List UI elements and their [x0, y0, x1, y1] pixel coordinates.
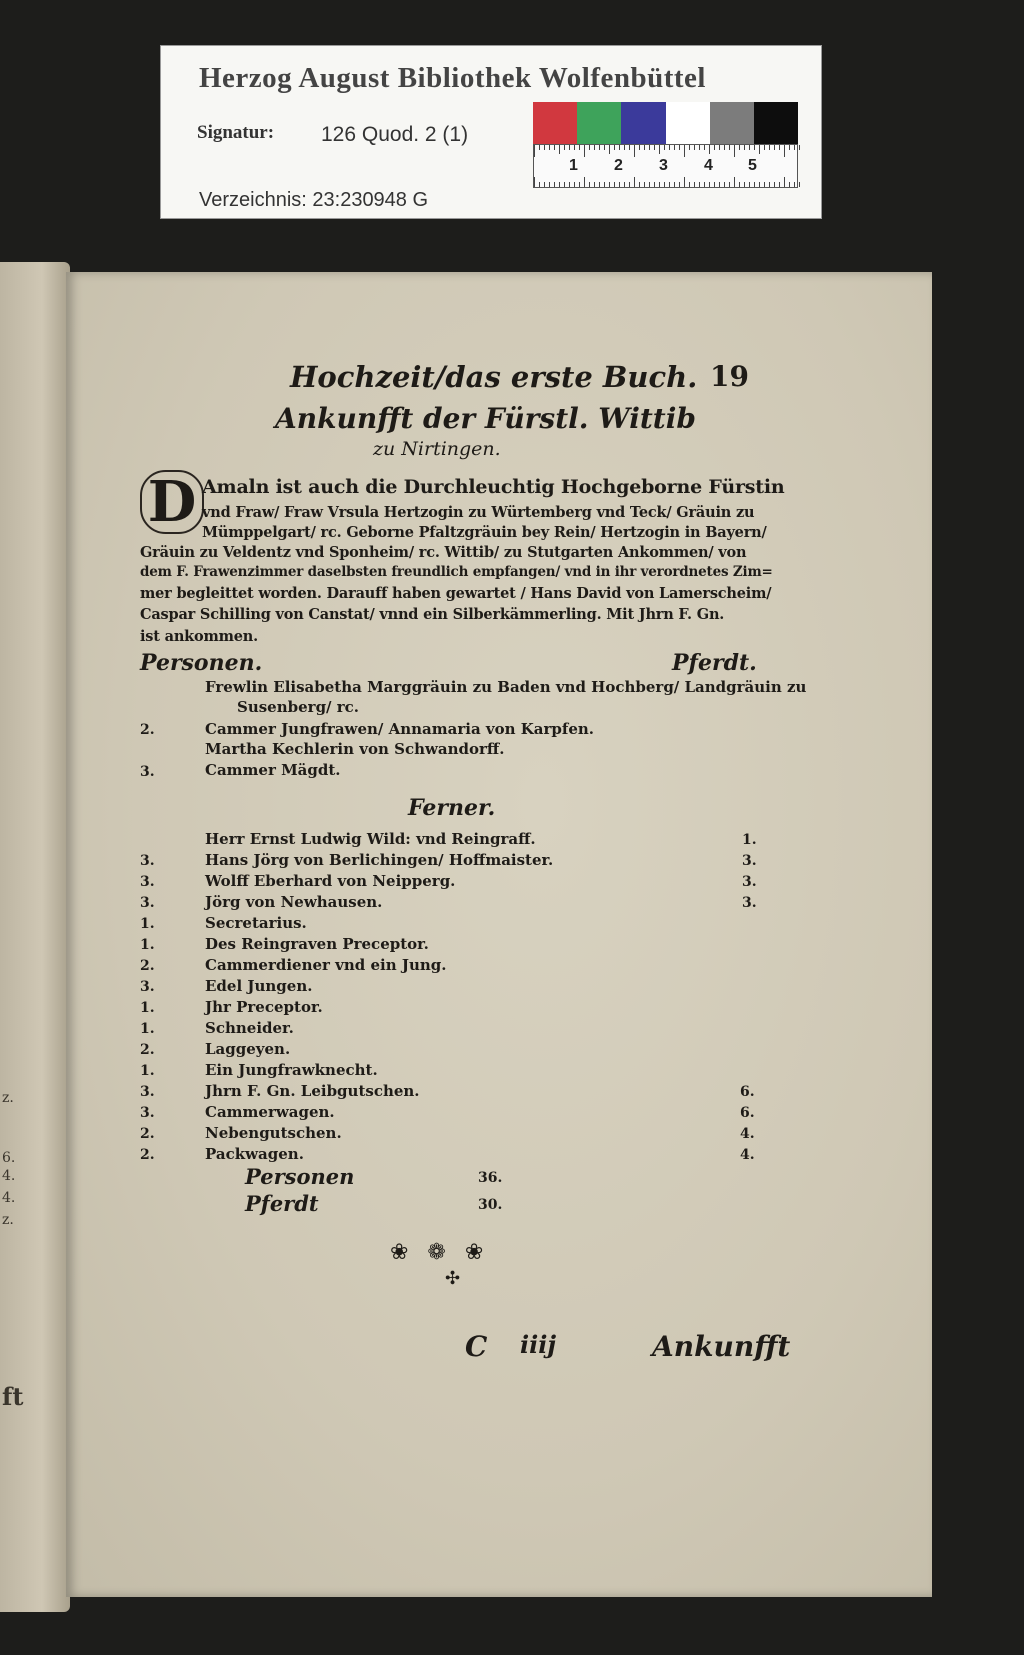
- list-item: Laggeyen.: [205, 1040, 291, 1058]
- ruler-tick: [724, 182, 725, 187]
- ruler-tick: [684, 177, 685, 187]
- count: 1.: [140, 1021, 155, 1037]
- color-swatch-red: [533, 102, 577, 144]
- ruler-tick: [569, 182, 570, 187]
- list-item: Packwagen.: [205, 1145, 304, 1163]
- horse-count: 3.: [742, 853, 757, 869]
- horse-count: 4.: [740, 1126, 755, 1142]
- ruler-tick: [774, 182, 775, 187]
- ruler-tick: [589, 145, 590, 150]
- ruler-tick: [644, 145, 645, 150]
- list-item: Jhr Preceptor.: [205, 998, 323, 1016]
- ferner-header: Ferner.: [408, 795, 496, 821]
- ruler-tick: [734, 177, 735, 187]
- total-pferdt-label: Pferdt: [245, 1191, 319, 1216]
- ruler-tick: [769, 182, 770, 187]
- ruler-tick: [549, 182, 550, 187]
- ruler-tick: [729, 145, 730, 150]
- ruler-tick: [749, 182, 750, 187]
- count: 2.: [140, 1147, 155, 1163]
- ornament: ❀ ❁ ❀: [390, 1240, 490, 1265]
- ruler-tick: [544, 182, 545, 187]
- ruler-tick: [564, 182, 565, 187]
- ruler-tick: [674, 182, 675, 187]
- ruler-tick: [719, 182, 720, 187]
- ruler-tick: [739, 182, 740, 187]
- count: 1.: [140, 1063, 155, 1079]
- list-item: Cammerwagen.: [205, 1103, 335, 1121]
- color-swatch-white: [666, 102, 710, 144]
- list-item: Nebengutschen.: [205, 1124, 342, 1142]
- folio-number: 19: [710, 360, 749, 393]
- ruler-tick: [714, 145, 715, 150]
- ruler-tick: [564, 145, 565, 150]
- ruler-tick: [714, 182, 715, 187]
- ruler-tick: [544, 145, 545, 150]
- signature-mark: C: [465, 1330, 488, 1363]
- ruler-tick: [664, 145, 665, 150]
- list-item: Secretarius.: [205, 914, 307, 932]
- ruler-tick: [639, 145, 640, 150]
- paragraph-line: Amaln ist auch die Durchleuchtig Hochgeborne Fürstin: [202, 476, 785, 498]
- section-title: Ankunfft der Fürstl. Wittib: [275, 402, 696, 435]
- ruler-tick: [759, 182, 760, 187]
- ruler-tick: [604, 145, 605, 150]
- left-page-fragment: z.: [2, 1212, 14, 1228]
- list-item: Cammerdiener vnd ein Jung.: [205, 956, 447, 974]
- count: 3.: [140, 853, 155, 869]
- ruler-tick: [659, 182, 660, 187]
- ruler-tick: [574, 182, 575, 187]
- ruler-tick: [679, 182, 680, 187]
- ruler-tick: [699, 182, 700, 187]
- ruler-tick: [584, 145, 585, 157]
- horse-count: 3.: [742, 874, 757, 890]
- ruler-tick: [569, 145, 570, 150]
- ruler-number: 5: [748, 157, 757, 174]
- ruler-tick: [709, 145, 710, 154]
- ruler-tick: [634, 145, 635, 157]
- library-label-card: [160, 45, 822, 219]
- ruler-tick: [704, 182, 705, 187]
- ruler-tick: [799, 145, 800, 150]
- count: 1.: [140, 916, 155, 932]
- left-page-fragment: 4.: [2, 1190, 16, 1206]
- color-swatch-blue: [621, 102, 665, 144]
- ruler-tick: [754, 182, 755, 187]
- list-item: Jörg von Newhausen.: [205, 893, 383, 911]
- ruler-tick: [614, 145, 615, 150]
- ruler-number: 3: [659, 157, 668, 174]
- ruler-tick: [669, 182, 670, 187]
- ruler-number: 2: [614, 157, 623, 174]
- ruler-tick: [624, 182, 625, 187]
- horse-count: 1.: [742, 832, 757, 848]
- paragraph-line: Caspar Schilling von Canstat/ vnnd ein Silberkämmerling. Mit Jhrn F. Gn.: [140, 606, 725, 623]
- horse-count: 4.: [740, 1147, 755, 1163]
- horse-count: 6.: [740, 1105, 755, 1121]
- ruler-tick: [689, 182, 690, 187]
- horse-count: 6.: [740, 1084, 755, 1100]
- ruler-tick: [539, 182, 540, 187]
- ruler-tick: [704, 145, 705, 150]
- ruler-tick: [789, 182, 790, 187]
- ruler-tick: [679, 145, 680, 150]
- ruler-tick: [649, 145, 650, 150]
- count: 3.: [140, 895, 155, 911]
- ruler-tick: [694, 145, 695, 150]
- ruler-tick: [549, 145, 550, 150]
- ruler-tick: [764, 182, 765, 187]
- ruler-tick: [609, 182, 610, 187]
- running-head: Hochzeit/das erste Buch.: [290, 360, 698, 394]
- ruler-tick: [594, 145, 595, 150]
- ruler-tick: [774, 145, 775, 150]
- list-item: Wolff Eberhard von Neipperg.: [205, 872, 456, 890]
- count: 3.: [140, 1105, 155, 1121]
- ruler-tick: [769, 145, 770, 150]
- ruler-tick: [639, 182, 640, 187]
- paragraph-line: Mümppelgart/ rc. Geborne Pfaltzgräuin bey Rein/ Hertzogin in Bayern/: [202, 524, 767, 541]
- total-personen-label: Personen: [245, 1164, 355, 1189]
- decorated-initial: D: [140, 470, 204, 534]
- paragraph-line: ist ankommen.: [140, 628, 258, 645]
- list-item: Schneider.: [205, 1019, 294, 1037]
- adjacent-page: [0, 262, 70, 1612]
- signatur-label: Signatur:: [197, 122, 275, 143]
- color-swatch-black: [754, 102, 798, 144]
- paragraph-line: vnd Fraw/ Fraw Vrsula Hertzogin zu Würtemberg vnd Teck/ Gräuin zu: [202, 504, 755, 521]
- ruler-tick: [784, 177, 785, 187]
- ruler-tick: [759, 145, 760, 154]
- ruler-tick: [599, 182, 600, 187]
- left-page-fragment: ft: [2, 1382, 24, 1411]
- count: 3.: [140, 874, 155, 890]
- ruler-tick: [794, 182, 795, 187]
- horse-count: 3.: [742, 895, 757, 911]
- ruler-tick: [644, 182, 645, 187]
- ruler-tick: [784, 145, 785, 157]
- signatur-value: 126 Quod. 2 (1): [321, 123, 469, 146]
- list-item: Cammer Jungfrawen/ Annamaria von Karpfen.: [205, 720, 595, 738]
- ruler-tick: [734, 145, 735, 157]
- ruler-tick: [654, 145, 655, 150]
- total-personen-value: 36.: [478, 1170, 503, 1186]
- ruler-tick: [594, 182, 595, 187]
- ruler-tick: [739, 145, 740, 150]
- ruler-tick: [654, 182, 655, 187]
- ruler-tick: [539, 145, 540, 150]
- ruler-tick: [534, 145, 535, 157]
- ruler-tick: [624, 145, 625, 150]
- count: 3.: [140, 1084, 155, 1100]
- count: 1.: [140, 937, 155, 953]
- ruler-tick: [634, 177, 635, 187]
- ruler-tick: [694, 182, 695, 187]
- list-item: Edel Jungen.: [205, 977, 313, 995]
- list-item: Cammer Mägdt.: [205, 761, 341, 779]
- list-item: Herr Ernst Ludwig Wild: vnd Reingraff.: [205, 830, 536, 848]
- ruler-tick: [744, 182, 745, 187]
- personen-header: Personen.: [140, 650, 263, 676]
- ruler-tick: [744, 145, 745, 150]
- ruler-tick: [554, 182, 555, 187]
- ruler-tick: [719, 145, 720, 150]
- ruler-tick: [674, 145, 675, 150]
- left-page-fragment: 6.: [2, 1150, 16, 1166]
- ornament: ✣: [445, 1268, 461, 1289]
- ruler-tick: [764, 145, 765, 150]
- list-item: Frewlin Elisabetha Marggräuin zu Baden vnd Hochberg/ Landgräuin zu: [205, 678, 807, 696]
- ruler-tick: [689, 145, 690, 150]
- list-item: Jhrn F. Gn. Leibgutschen.: [205, 1082, 420, 1100]
- ruler-tick: [629, 145, 630, 150]
- count: 3.: [140, 979, 155, 995]
- ruler-tick: [619, 145, 620, 150]
- verzeichnis: Verzeichnis: 23:230948 G: [199, 189, 429, 211]
- list-item: Des Reingraven Preceptor.: [205, 935, 429, 953]
- library-name: Herzog August Bibliothek Wolfenbüttel: [199, 62, 706, 94]
- list-item: Hans Jörg von Berlichingen/ Hoffmaister.: [205, 851, 554, 869]
- count: 2.: [140, 958, 155, 974]
- catchword: Ankunfft: [652, 1330, 791, 1363]
- count: 1.: [140, 1000, 155, 1016]
- ruler-tick: [579, 145, 580, 150]
- ruler-tick: [559, 182, 560, 187]
- count: 2.: [140, 1042, 155, 1058]
- ruler-tick: [754, 145, 755, 150]
- ruler-tick: [574, 145, 575, 150]
- ruler-tick: [609, 145, 610, 154]
- ruler-tick: [709, 182, 710, 187]
- ruler-tick: [669, 145, 670, 150]
- list-item: Ein Jungfrawknecht.: [205, 1061, 378, 1079]
- ruler-tick: [649, 182, 650, 187]
- ruler-tick: [599, 145, 600, 150]
- left-page-fragment: z.: [2, 1090, 14, 1106]
- ruler-tick: [559, 145, 560, 154]
- ruler-tick: [579, 182, 580, 187]
- measurement-ruler: [533, 144, 798, 188]
- left-page-fragment: 4.: [2, 1168, 16, 1184]
- ruler-tick: [724, 145, 725, 150]
- ruler-tick: [554, 145, 555, 150]
- ruler-tick: [629, 182, 630, 187]
- ruler-tick: [799, 182, 800, 187]
- ruler-tick: [584, 177, 585, 187]
- count: 2.: [140, 722, 155, 738]
- ruler-tick: [749, 145, 750, 150]
- paragraph-line: Gräuin zu Veldentz vnd Sponheim/ rc. Wittib/ zu Stutgarten Ankommen/ von: [140, 544, 747, 561]
- ruler-tick: [729, 182, 730, 187]
- ruler-tick: [604, 182, 605, 187]
- ruler-tick: [684, 145, 685, 157]
- color-swatch-green: [577, 102, 621, 144]
- ruler-tick: [779, 182, 780, 187]
- ruler-number: 4: [704, 157, 713, 174]
- color-swatch-gray: [710, 102, 754, 144]
- ruler-tick: [664, 182, 665, 187]
- count: 3.: [140, 764, 155, 780]
- list-item: Martha Kechlerin von Schwandorff.: [205, 740, 505, 758]
- pferdt-header: Pferdt.: [672, 650, 757, 676]
- total-pferdt-value: 30.: [478, 1197, 503, 1213]
- paragraph-line: dem F. Frawenzimmer daselbsten freundlich empfangen/ vnd in ihr verordnetes Zim=: [140, 564, 773, 580]
- ruler-tick: [779, 145, 780, 150]
- count: 2.: [140, 1126, 155, 1142]
- paragraph-line: mer begleittet worden. Darauff haben gewartet / Hans David von Lamerscheim/: [140, 585, 772, 602]
- color-calibration-scale: [533, 102, 798, 144]
- ruler-tick: [534, 177, 535, 187]
- ruler-tick: [659, 145, 660, 154]
- list-item: Susenberg/ rc.: [237, 698, 360, 716]
- ruler-tick: [619, 182, 620, 187]
- ruler-number: 1: [569, 157, 578, 174]
- ruler-tick: [699, 145, 700, 150]
- ruler-tick: [614, 182, 615, 187]
- ruler-tick: [794, 145, 795, 150]
- ruler-tick: [789, 145, 790, 150]
- ruler-tick: [589, 182, 590, 187]
- signature-mark-number: iiij: [520, 1330, 557, 1359]
- section-subtitle: zu Nirtingen.: [373, 438, 501, 460]
